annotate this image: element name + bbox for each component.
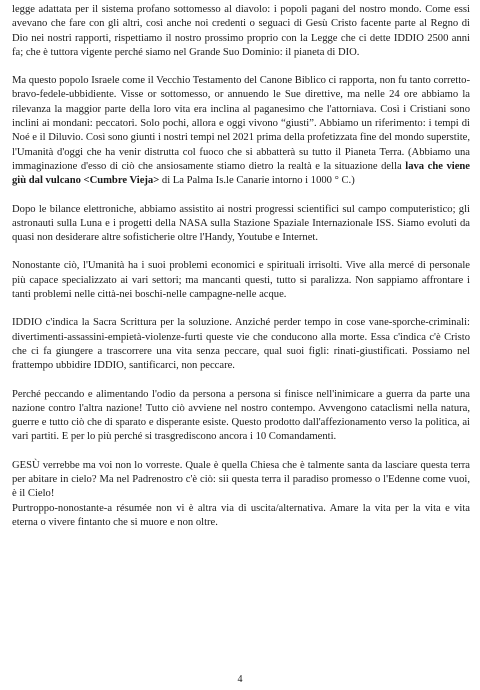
paragraph-4: Nonostante ciò, l'Umanità ha i suoi problemi economici e spirituali irrisolti. Vive alla mercé di personale più capace specializzato ai vari settori; ma mancanti questi, tutto si paralizza. Non sappiamo affrontare i tanti problemi nelle città-nei boschi-nelle campagne-nelle acque. — [12, 260, 470, 301]
paragraph-8: Purtroppo-nonostante-a résumée non vi è altra via di uscita/alternativa. Amare la vita per la vita e vita eterna o vivere fintanto che si muore e non oltre. — [12, 502, 470, 528]
paragraph-1: legge adattata per il sistema profano sottomesso al diavolo: i popoli pagani del nostro mondo. Come essi avevano che fare con gli altri, così anche noi credenti o seguaci di Gesù Cristo facente parte al Regno di Dio nei nostri rapporti, rispettiamo il nostro prossimo proprio con la Legge che ci dette IDDIO 2500 anni fa; che è tuttora vigente perché siamo nel Grande Suo Dominio: il pianeta di DIO. — [12, 4, 470, 58]
paragraph-6: Perché peccando e alimentando l'odio da persona a persona si finisce nell'inimicare a guerra da parte una nazione contro l'altra nazione! Tutto ciò avviene nel nostro contempo. Avvengono cataclismi nella natura, guerre e tutto ciò che di sparato e disperante esiste. Questo prodotto dall'affezionamento verso la politica, ai vari partiti. E per lo più perché si trasgrediscono ancora i 10 Comandamenti. — [12, 388, 470, 443]
paragraph-7: GESÙ verrebbe ma voi non lo vorreste. Quale è quella Chiesa che è talmente santa da lasciare questa terra per abitare in cielo? Ma nel Padrenostro c'è ciò: sii questa terra il paradiso promesso o l'Edenne come vuoi, è il Cielo! — [12, 459, 470, 500]
document-page — [12, 3, 470, 530]
paragraph-3: Dopo le bilance elettroniche, abbiamo assistito ai nostri progressi scientifici sul campo computeristico; gli astronauti sulla Luna e i progetti della NASA sulla Stazione Spaziale Internazionale ISS. Siamo evoluti da quasi non desiderare altre sofisticherie oltre l'Handy, Youtube e Internet. — [12, 203, 470, 244]
paragraph-2-text: Ma questo popolo Israele come il Vecchio Testamento del Canone Biblico ci rapporta, non fu tanto corretto-bravo-fedele-ubbidiente. Visse or sottomesso, or annuendo le Sue direttive, ma nelle 24 ore abbiamo la rilevanza la maggior parte della loro vita era inclina al paganesimo che l'attorniava. Così i Cristiani sono inclini ai mondani: peccatori. Solo pochi, allora e oggi vivono “giusti”. Abbiamo un riferimento: i tempi di Noé e il Diluvio. Così sono giunti i nostri tempi nel 2021 prima della profetizzata fine del mondo superstite, l'Umanità d'oggi che ha venir distrutta col fuoco che si abbatterà su tutto il Pianeta Terra. (Abbiamo una immaginazione d'esso di ciò che ansiosamente stiamo dietro la realtà e la situazione della — [12, 75, 470, 172]
paragraph-2-bold: lava che viene giù dal vulcano <Cumbre Vieja> — [12, 160, 471, 187]
paragraph-2 — [12, 74, 470, 188]
paragraph-5: IDDIO c'indica la Sacra Scrittura per la soluzione. Anziché perder tempo in cose vane-sporche-criminali: divertimenti-assassini-empietà-violenze-furti queste vie che conducono alla morte. Essa c'indica c'è Cristo che ci fa giungere a trascorrere una vita senza peccare, qual suoi figli: rinati-giustificati. Possiamo nel frattempo ubbidire IDDIO, santificarci, non peccare. — [12, 317, 470, 372]
paragraph-2-after: di La Palma Is.le Canarie intorno i 1000 ° C.) — [159, 175, 355, 187]
page-number: 4 — [237, 674, 243, 685]
